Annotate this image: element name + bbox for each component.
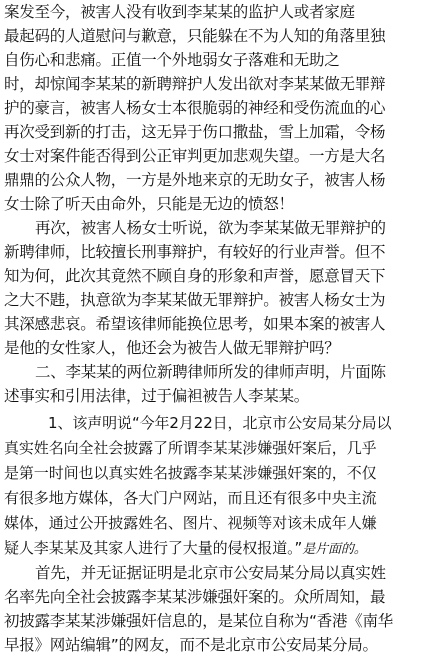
text-line (4, 633, 440, 657)
text-line (35, 561, 440, 585)
text-line (4, 96, 440, 120)
line-text: 自伤心和悲痛。正值一个外地弱女子落难和无助之 (4, 51, 340, 69)
line-text: 知为何，此次其竟然不顾自身的形象和声誉，愿意冒天下 (4, 267, 386, 285)
line-text: 疑人李某某及其家人进行了大量的侵权报道。” (4, 539, 303, 557)
line-text: 有很多地方媒体，各大门户网站，而且还有很多中央主流 (4, 489, 377, 507)
line-text: 1、该声明说“今年2月22日，北京市公安局某分局以 (48, 414, 392, 432)
line-text: 二、李某某的两位新聘律师所发的律师声明，片面陈 (35, 363, 386, 381)
text-line (4, 312, 440, 336)
line-text: 名率先向全社会披露李某某涉嫌强奸案的。众所周知，最 (4, 588, 386, 606)
text-line (4, 192, 440, 216)
text-line (4, 461, 440, 485)
text-line (4, 0, 440, 24)
line-text: 时，却惊闻李某某的新聘辩护人发出欲对李某某做无罪辩 (4, 75, 386, 93)
inline-annotation: 是片面的。 (302, 541, 367, 556)
line-text: 是他的女性家人，他还会为被告人做无罪辩护吗？ (4, 339, 340, 357)
text-line (35, 360, 440, 384)
text-line (4, 168, 440, 192)
text-line (4, 264, 440, 288)
line-text: 女士对案件能否得到公正审判更加悲观失望。一方是大名 (4, 147, 386, 165)
line-text: 早报》网站编辑”的网友，而不是北京市公安局某分局。 (4, 636, 378, 654)
line-text: 媒体，通过公开披露姓名、图片、视频等对该未成年人嫌 (4, 514, 377, 532)
line-text: 之大不韪，执意欲为李某某做无罪辩护。被害人杨女士为 (4, 291, 386, 309)
text-line (4, 288, 440, 312)
text-line (4, 585, 440, 609)
text-line (4, 536, 440, 560)
text-line (4, 384, 440, 408)
text-line (4, 144, 440, 168)
line-text: 其深感悲哀。希望该律师能换位思考，如果本案的被害人 (4, 315, 386, 333)
text-line (35, 216, 440, 240)
line-text: 首先，并无证据证明是北京市公安局某分局以真实姓 (35, 564, 386, 582)
line-text: 鼎鼎的公众人物，一方是外地来京的无助女子，被害人杨 (4, 171, 386, 189)
line-text: 新聘律师，比较擅长刑事辩护，有较好的行业声誉。但不 (4, 243, 386, 261)
line-text: 再次受到新的打击，这无异于伤口撒盐，雪上加霜，令杨 (4, 123, 386, 141)
line-text: 最起码的人道慰问与歉意，只能躲在不为人知的角落里独 (4, 27, 386, 45)
text-line (4, 48, 440, 72)
text-line (4, 486, 440, 510)
line-text: 述事实和引用法律，过于偏袒被告人李某某。 (4, 387, 310, 405)
line-text: 是第一时间也以真实姓名披露李某某涉嫌强奸案的，不仅 (4, 464, 377, 482)
text-line (4, 511, 440, 535)
text-line (4, 336, 440, 360)
text-line (4, 120, 440, 144)
line-text: 初披露李某某涉嫌强奸信息的，是某位自称为“香港《南华 (4, 612, 394, 630)
line-text: 再次，被害人杨女士听说，欲为李某某做无罪辩护的 (35, 219, 386, 237)
line-text: 真实姓名向全社会披露了所谓李某某涉嫌强奸案后，几乎 (4, 439, 377, 457)
text-line (4, 436, 440, 460)
line-text: 女士除了听天由命外，只能是无边的愤怒！ (4, 195, 294, 213)
text-line (48, 411, 440, 435)
line-text: 护的豪言，被害人杨女士本很脆弱的神经和受伤流血的心 (4, 99, 386, 117)
text-line (4, 24, 440, 48)
line-text: 案发至今，被害人没有收到李某某的监护人或者家庭 (4, 3, 355, 21)
text-line (4, 240, 440, 264)
text-line (4, 609, 440, 633)
text-line (4, 72, 440, 96)
